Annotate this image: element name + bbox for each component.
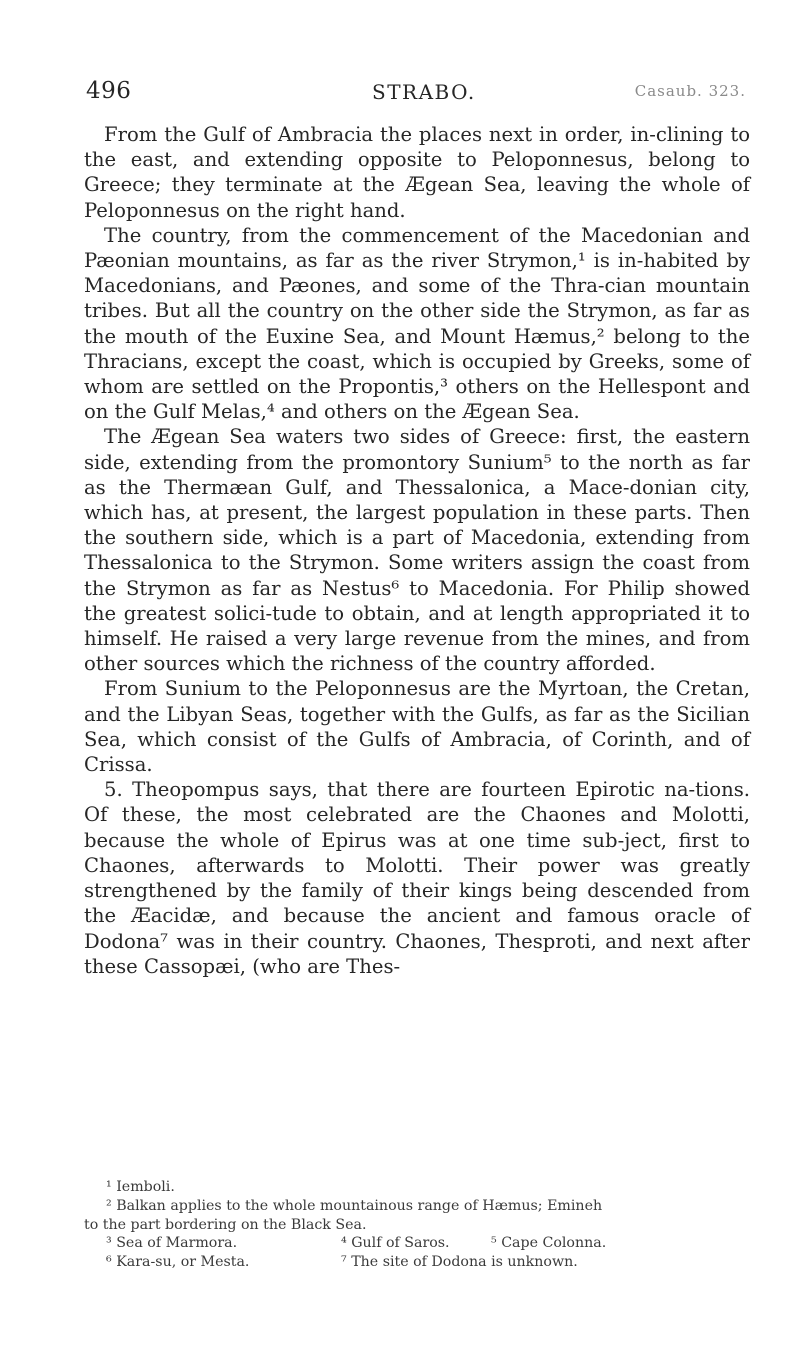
- footnote-continuation: to the part bordering on the Black Sea.: [84, 1216, 367, 1233]
- footnote: ³ Sea of Marmora.: [106, 1235, 238, 1252]
- footnote: ⁴ Gulf of Saros.: [341, 1235, 450, 1252]
- footnote: ⁷ The site of Dodona is unknown.: [341, 1254, 578, 1271]
- paragraph: From the Gulf of Ambracia the places next in order, in-clining to the east, and extending opposite to Peloponnesus, belong to Greece; they terminate at the Ægean Sea, leaving the whole of Peloponnesus on the right hand.: [84, 123, 750, 222]
- footnotes: [84, 1178, 750, 1272]
- paragraph: The country, from the commencement of the Macedonian and Pæonian mountains, as far as the river Strymon,¹ is in-habited by Macedonians, and Pæones, and some of the Thra-cian mountain tribes. But all the country on the other side the Strymon, as far as the mouth of the Euxine Sea, and Mount Hæmus,² belong to the Thracians, except the coast, which is occupied by Greeks, some of whom are settled on the Propontis,³ others on the Hellespont and on the Gulf Melas,⁴ and others on the Ægean Sea.: [84, 223, 750, 424]
- paragraph: The Ægean Sea waters two sides of Greece: first, the eastern side, extending from the promontory Sunium⁵ to the north as far as the Thermæan Gulf, and Thessalonica, a Mace-donian city, which has, at present, the largest population in these parts. Then the southern side, which is a part of Macedonia, extending from Thessalonica to the Strymon. Some writers assign the coast from the Strymon as far as Nestus⁶ to Macedonia. For Philip showed the greatest solici-tude to obtain, and at length appropriated it to himself. He raised a very large revenue from the mines, and from other sources which the richness of the country afforded.: [84, 425, 750, 676]
- footnote: ⁵ Cape Colonna.: [491, 1235, 607, 1252]
- footnote-row: [84, 1253, 750, 1272]
- footnote: ⁶ Kara-su, or Mesta.: [106, 1254, 250, 1271]
- page-header: [86, 78, 746, 114]
- paragraph: From Sunium to the Peloponnesus are the Myrtoan, the Cretan, and the Libyan Seas, together with the Gulfs, as far as the Sicilian Sea, which consist of the Gulfs of Ambracia, of Corinth, and of Crissa.: [84, 677, 750, 777]
- footnote: ² Balkan applies to the whole mountainous range of Hæmus; Emineh: [106, 1197, 603, 1214]
- running-title: STRABO.: [372, 80, 476, 104]
- body-text: [84, 122, 750, 979]
- page-number: 496: [86, 78, 132, 104]
- footnote-row: [84, 1234, 750, 1253]
- footnote: ¹ Iemboli.: [106, 1179, 175, 1195]
- marginal-reference: Casaub. 323.: [634, 82, 746, 100]
- paragraph: 5. Theopompus says, that there are fourteen Epirotic na-tions. Of these, the most celebrated are the Chaones and Molotti, because the whole of Epirus was at one time sub-ject, first to Chaones, afterwards to Molotti. Their power was greatly strengthened by the family of their kings being descended from the Æacidæ, and because the ancient and famous oracle of Dodona⁷ was in their country. Chaones, Thesproti, and next after these Cassopæi, (who are Thes-: [84, 778, 750, 978]
